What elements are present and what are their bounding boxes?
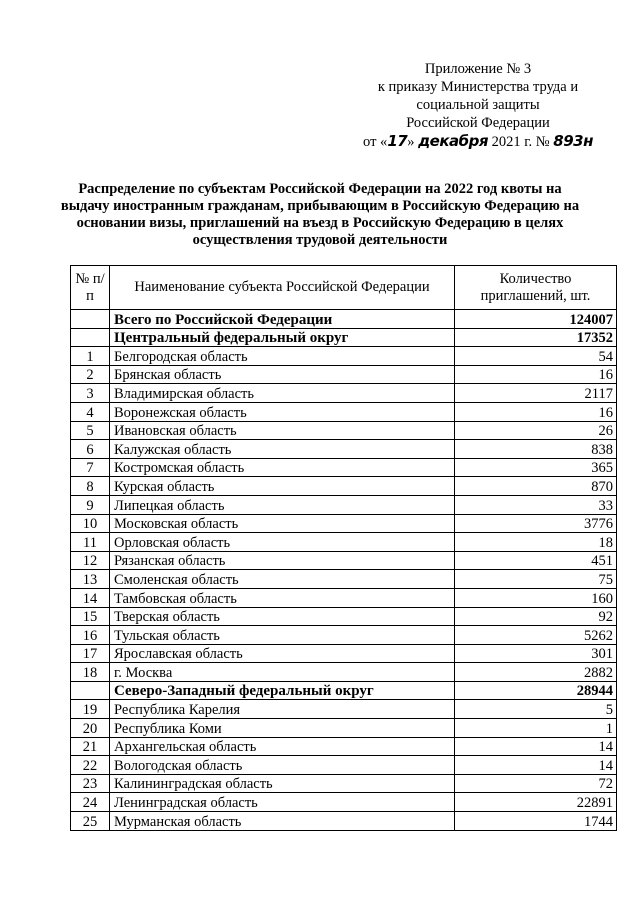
- row-name: Всего по Российской Федерации: [110, 310, 455, 329]
- table-row: [71, 421, 617, 440]
- table-row: [71, 663, 617, 682]
- row-num: 25: [71, 812, 110, 831]
- year-text: 2021 г. №: [491, 134, 550, 150]
- row-num: 1: [71, 347, 110, 366]
- row-name: Смоленская область: [110, 570, 455, 589]
- quota-table: [70, 265, 617, 831]
- table-row: [71, 495, 617, 514]
- table-row: [71, 774, 617, 793]
- row-value: 1744: [455, 812, 617, 831]
- table-row: [71, 756, 617, 775]
- table-row: [71, 607, 617, 626]
- table-row: [71, 719, 617, 738]
- row-value: 17352: [455, 328, 617, 347]
- row-num: 2: [71, 365, 110, 384]
- appendix-block: [330, 60, 626, 151]
- row-num: 9: [71, 495, 110, 514]
- row-value: 838: [455, 440, 617, 459]
- row-value: 28944: [455, 681, 617, 700]
- handwritten-month: декабря: [418, 132, 488, 150]
- table-row: [71, 440, 617, 459]
- row-name: Костромская область: [110, 458, 455, 477]
- row-value: 16: [455, 402, 617, 421]
- row-num: 24: [71, 793, 110, 812]
- row-num: 13: [71, 570, 110, 589]
- row-value: 92: [455, 607, 617, 626]
- table-row: [71, 328, 617, 347]
- row-num: [71, 310, 110, 329]
- appendix-ministry-line: социальной защиты: [416, 97, 540, 113]
- row-name: Архангельская область: [110, 737, 455, 756]
- header-name: Наименование субъекта Российской Федерации: [110, 266, 455, 310]
- row-name: Республика Коми: [110, 719, 455, 738]
- row-num: 20: [71, 719, 110, 738]
- row-name: Белгородская область: [110, 347, 455, 366]
- table-row: [71, 477, 617, 496]
- document-title: Распределение по субъектам Российской Федерации на 2022 год квоты на выдачу иностранным гражданам, прибывающим в Российскую Федерацию на основании визы, приглашений на въезд в Российскую Федерацию в целях осуществления трудовой деятельности: [60, 181, 580, 248]
- row-name: Калужская область: [110, 440, 455, 459]
- row-num: 21: [71, 737, 110, 756]
- table-row: [71, 812, 617, 831]
- row-value: 870: [455, 477, 617, 496]
- row-num: 5: [71, 421, 110, 440]
- row-name: Вологодская область: [110, 756, 455, 775]
- row-num: 4: [71, 402, 110, 421]
- table-body: [71, 310, 617, 831]
- row-num: 8: [71, 477, 110, 496]
- row-name: Мурманская область: [110, 812, 455, 831]
- header-qty: Количество приглашений, шт.: [455, 266, 617, 310]
- row-name: Ярославская область: [110, 644, 455, 663]
- table-row: [71, 644, 617, 663]
- row-name: Ивановская область: [110, 421, 455, 440]
- table-row: [71, 347, 617, 366]
- table-row: [71, 681, 617, 700]
- row-num: 10: [71, 514, 110, 533]
- row-value: 22891: [455, 793, 617, 812]
- row-value: 1: [455, 719, 617, 738]
- table-row: [71, 384, 617, 403]
- date-prefix: от «: [363, 134, 388, 150]
- row-num: [71, 681, 110, 700]
- row-num: 23: [71, 774, 110, 793]
- table-row: [71, 570, 617, 589]
- row-name: Республика Карелия: [110, 700, 455, 719]
- row-name: Орловская область: [110, 533, 455, 552]
- row-name: Тульская область: [110, 626, 455, 645]
- row-name: Владимирская область: [110, 384, 455, 403]
- header-num: № п/п: [71, 266, 110, 310]
- row-name: Липецкая область: [110, 495, 455, 514]
- row-name: г. Москва: [110, 663, 455, 682]
- row-value: 75: [455, 570, 617, 589]
- row-num: 3: [71, 384, 110, 403]
- row-num: [71, 328, 110, 347]
- row-value: 33: [455, 495, 617, 514]
- row-num: 17: [71, 644, 110, 663]
- table-row: [71, 793, 617, 812]
- row-value: 2117: [455, 384, 617, 403]
- row-num: 16: [71, 626, 110, 645]
- row-num: 22: [71, 756, 110, 775]
- row-num: 7: [71, 458, 110, 477]
- row-value: 2882: [455, 663, 617, 682]
- table-row: [71, 551, 617, 570]
- appendix-order-line: к приказу Министерства труда и: [377, 79, 579, 95]
- row-name: Тамбовская область: [110, 588, 455, 607]
- row-value: 5262: [455, 626, 617, 645]
- row-num: 12: [71, 551, 110, 570]
- table-row: [71, 700, 617, 719]
- table-row: [71, 458, 617, 477]
- row-num: 6: [71, 440, 110, 459]
- row-num: 18: [71, 663, 110, 682]
- row-num: 19: [71, 700, 110, 719]
- appendix-date-line: [330, 132, 626, 151]
- table-row: [71, 310, 617, 329]
- row-name: Северо-Западный федеральный округ: [110, 681, 455, 700]
- row-name: Калининградская область: [110, 774, 455, 793]
- date-mid: »: [407, 134, 415, 150]
- row-value: 18: [455, 533, 617, 552]
- row-num: 15: [71, 607, 110, 626]
- row-value: 3776: [455, 514, 617, 533]
- row-value: 5: [455, 700, 617, 719]
- row-value: 14: [455, 737, 617, 756]
- table-header-row: [71, 266, 617, 310]
- row-name: Курская область: [110, 477, 455, 496]
- table-row: [71, 514, 617, 533]
- row-name: Брянская область: [110, 365, 455, 384]
- row-name: Ленинградская область: [110, 793, 455, 812]
- row-name: Московская область: [110, 514, 455, 533]
- row-name: Тверская область: [110, 607, 455, 626]
- row-name: Центральный федеральный округ: [110, 328, 455, 347]
- row-value: 160: [455, 588, 617, 607]
- row-num: 14: [71, 588, 110, 607]
- table-row: [71, 402, 617, 421]
- appendix-country-line: Российской Федерации: [406, 115, 550, 131]
- row-name: Воронежская область: [110, 402, 455, 421]
- table-row: [71, 737, 617, 756]
- handwritten-day: 17: [387, 132, 408, 150]
- row-value: 365: [455, 458, 617, 477]
- row-value: 14: [455, 756, 617, 775]
- row-name: Рязанская область: [110, 551, 455, 570]
- handwritten-order-number: 893н: [553, 132, 593, 150]
- row-value: 54: [455, 347, 617, 366]
- row-value: 16: [455, 365, 617, 384]
- row-value: 72: [455, 774, 617, 793]
- row-value: 26: [455, 421, 617, 440]
- row-value: 451: [455, 551, 617, 570]
- row-num: 11: [71, 533, 110, 552]
- table-row: [71, 626, 617, 645]
- table-row: [71, 588, 617, 607]
- row-value: 301: [455, 644, 617, 663]
- table-row: [71, 365, 617, 384]
- appendix-title: Приложение № 3: [424, 61, 532, 77]
- table-row: [71, 533, 617, 552]
- row-value: 124007: [455, 310, 617, 329]
